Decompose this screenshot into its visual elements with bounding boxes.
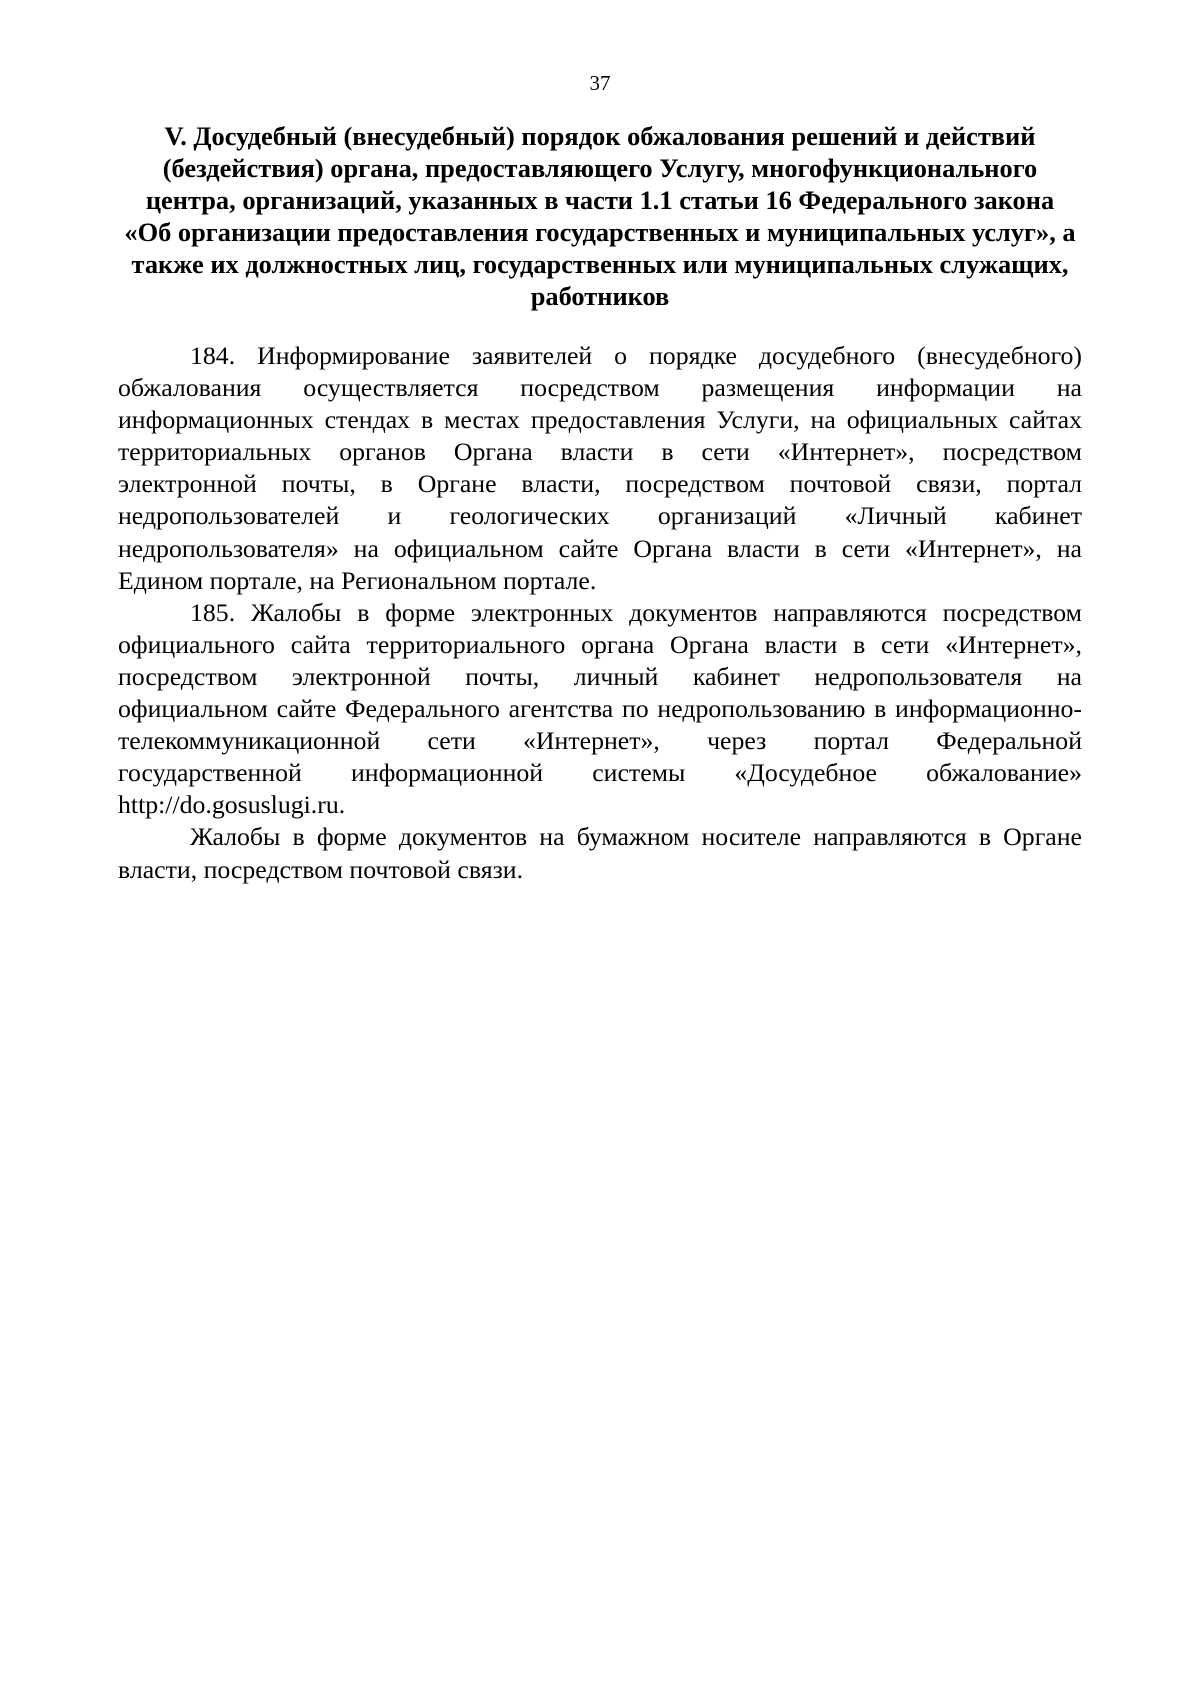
heading-line: (бездействия) органа, предоставляющего Услугу, многофункционального: [162, 153, 1038, 183]
text-line: http://do.gosuslugi.ru.: [118, 790, 346, 820]
text-line: официальном сайте Федерального агентства по недропользованию в информационно-: [118, 694, 1082, 724]
heading-line: также их должностных лиц, государственных или муниципальных служащих,: [131, 249, 1069, 279]
text-line: территориальных органов Органа власти в сети «Интернет», посредством: [118, 437, 1082, 467]
page-number: 37: [589, 71, 611, 95]
paragraph-184: [118, 340, 1082, 597]
text-line: официального сайта территориального органа Органа власти в сети «Интернет»,: [118, 629, 1082, 659]
heading-line: V. Досудебный (внесудебный) порядок обжалования решений и действий: [164, 121, 1036, 151]
section-heading: [118, 120, 1082, 312]
text-line: недропользователя» на официальном сайте Органа власти в сети «Интернет», на: [118, 533, 1082, 563]
body-text: [118, 340, 1082, 886]
text-line: 185. Жалобы в форме электронных документов направляются посредством: [190, 597, 1082, 627]
text-line: посредством электронной почты, личный кабинет недропользователя на: [118, 661, 1082, 691]
text-line: Едином портале, на Региональном портале.: [118, 565, 597, 595]
text-line: телекоммуникационной сети «Интернет», через портал Федеральной: [118, 726, 1082, 756]
paragraph-paper-complaints: [118, 821, 1082, 885]
text-line: недропользователей и геологических организаций «Личный кабинет: [118, 501, 1082, 531]
heading-line: центра, организаций, указанных в части 1.1 статьи 16 Федерального закона: [145, 185, 1055, 215]
heading-line: работников: [530, 281, 670, 311]
text-line: электронной почты, в Органе власти, посредством почтовой связи, портал: [118, 469, 1082, 499]
heading-line: «Об организации предоставления государственных и муниципальных услуг», а: [124, 217, 1076, 247]
text-line: информационных стендах в местах предоставления Услуги, на официальных сайтах: [118, 405, 1082, 435]
text-line: власти, посредством почтовой связи.: [118, 854, 524, 884]
text-line: Жалобы в форме документов на бумажном носителе направляются в Органе: [190, 822, 1082, 852]
text-line: государственной информационной системы «Досудебное обжалование»: [118, 758, 1082, 788]
text-line: 184. Информирование заявителей о порядке досудебного (внесудебного): [190, 341, 1082, 370]
text-line: обжалования осуществляется посредством размещения информации на: [118, 373, 1082, 403]
paragraph-185: [118, 597, 1082, 822]
